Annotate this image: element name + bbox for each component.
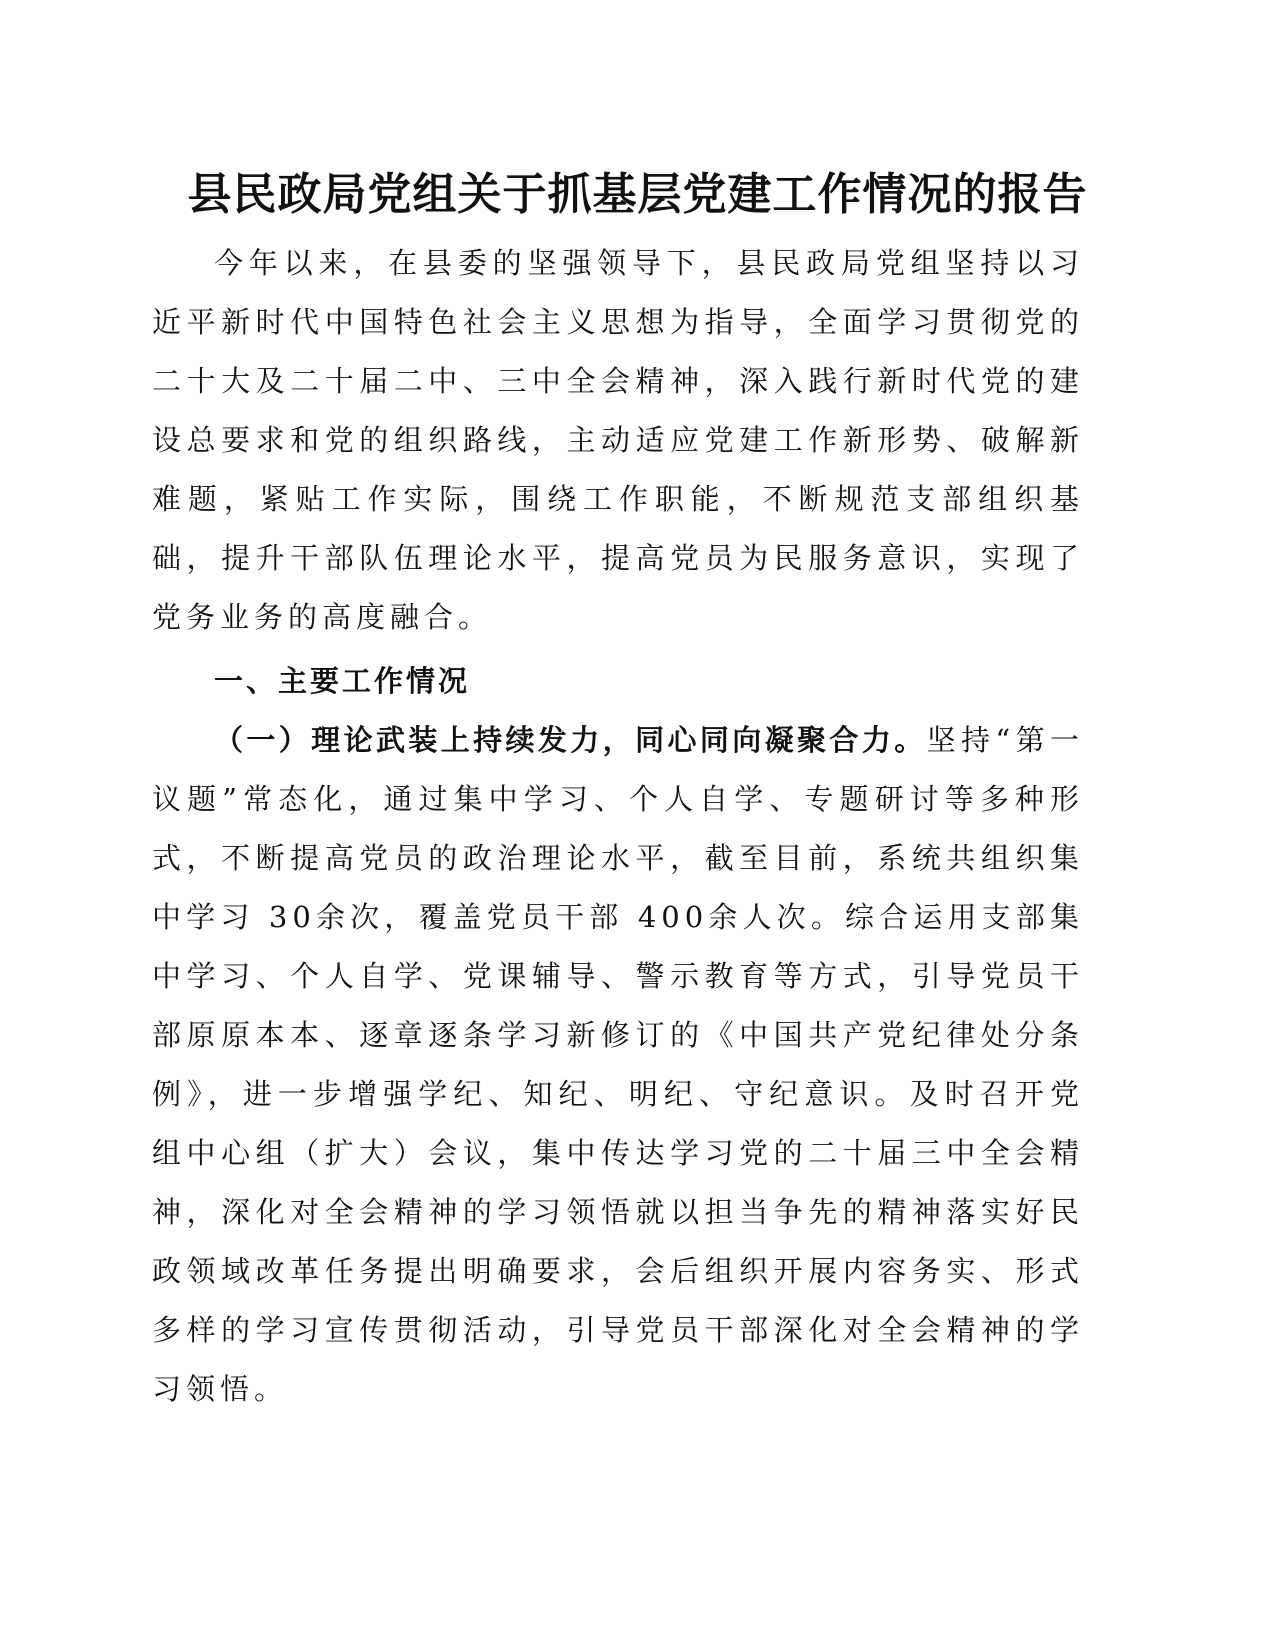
- section-heading-main-work: 一、主要工作情况: [214, 664, 471, 698]
- subsection-body-theory: 坚持“第一议题”常态化，通过集中学习、个人自学、专题研讨等多种形式，不断提高党员的政治理论水平，截至目前，系统共组织集中学习 30余次，覆盖党员干部 400余人次。综合运用支部集中学习、个人自学、党课辅导、警示教育等方式，引导党员干部原原本本、逐章逐条学习新修订的《中国共产党纪律处分条例》，进一步增强学纪、知纪、明纪、守纪意识。及时召开党组中心组（扩大）会议，集中传达学习党的二十届三中全会精神，深化对全会精神的学习领悟就以担当争先的精神落实好民政领域改革任务提出明确要求，会后组织开展内容务实、形式多样的学习宣传贯彻活动，引导党员干部深化对全会精神的学习领悟。: [152, 723, 1084, 1406]
- intro-paragraph: 今年以来，在县委的坚强领导下，县民政局党组坚持以习近平新时代中国特色社会主义思想为指导，全面学习贯彻党的二十大及二十届二中、三中全会精神，深入践行新时代党的建设总要求和党的组织路线，主动适应党建工作新形势、破解新难题，紧贴工作实际，围绕工作职能，不断规范支部组织基础，提升干部队伍理论水平，提高党员为民服务意识，实现了党务业务的高度融合。: [152, 246, 1084, 634]
- subsection-paragraph-theory: [152, 711, 1084, 1419]
- document-title: 县民政局党组关于抓基层党建工作情况的报告: [187, 169, 1088, 220]
- subsection-heading-theory: （一）理论武装上持续发力，同心同向凝聚合力。: [214, 723, 927, 757]
